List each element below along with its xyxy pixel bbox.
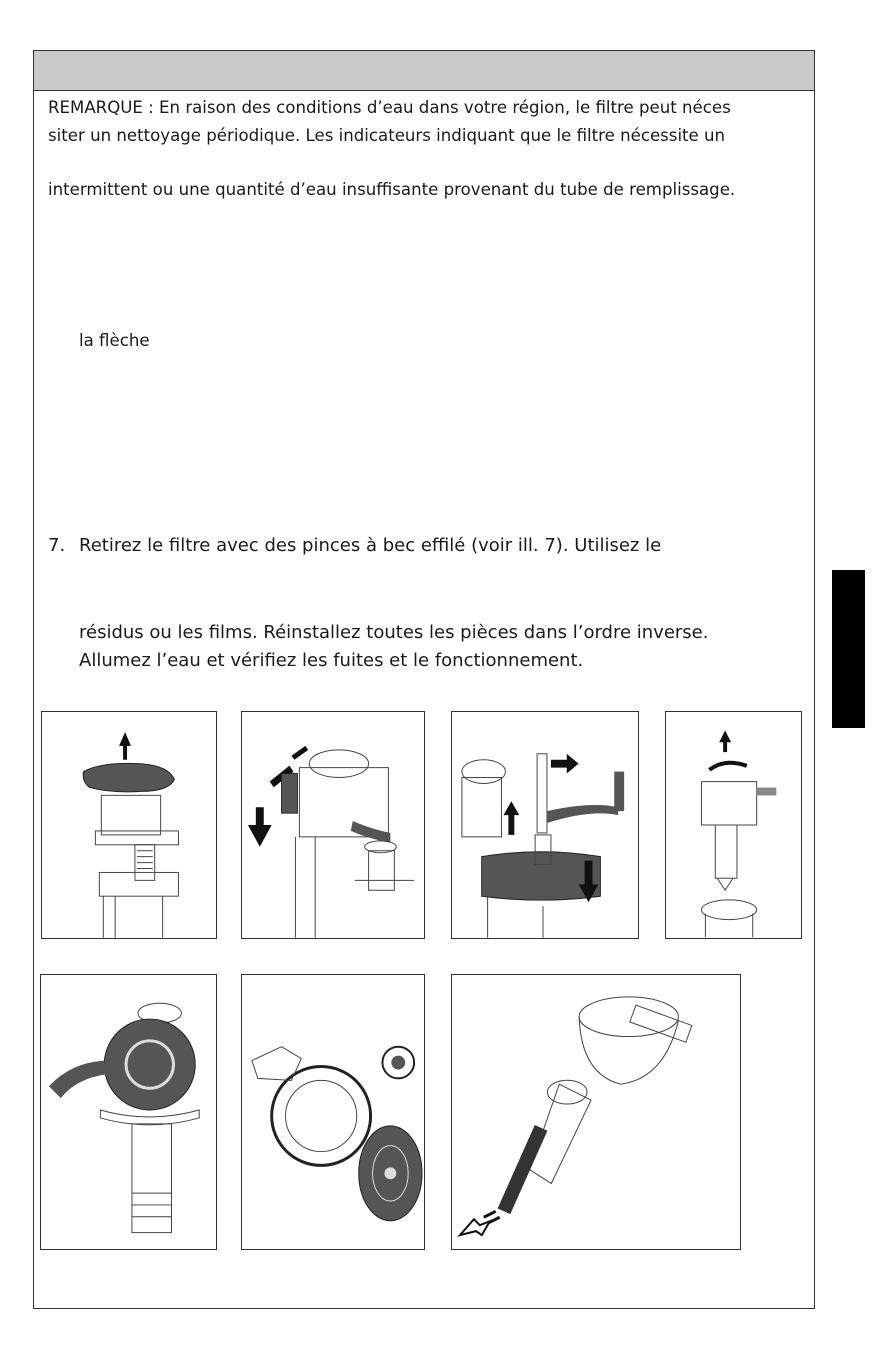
note-line-1: REMARQUE : En raison des conditions d’eau dans votre région, le filtre peut néces <box>48 98 731 117</box>
note-line-3: intermittent ou une quantité d’eau insuffisante provenant du tube de remplissage. <box>48 180 736 199</box>
step-7-line-2: résidus ou les films. Réinstallez toutes les pièces dans l’ordre inverse. <box>79 622 709 643</box>
figure-3-float-cup <box>451 711 639 939</box>
arrow-fragment-text: la flèche <box>79 331 150 350</box>
figure-7-filter-removal <box>451 974 741 1250</box>
figure-2-remove-clip <box>241 711 425 939</box>
figure-1-remove-cap <box>41 711 217 939</box>
filter-removal-illustration <box>452 975 740 1249</box>
seal-parts-illustration <box>242 975 424 1249</box>
clip-removal-illustration <box>242 712 424 938</box>
head-assembly-illustration <box>41 975 216 1249</box>
step-7-line-1: Retirez le filtre avec des pinces à bec effilé (voir ill. 7). Utilisez le <box>79 535 662 556</box>
step-7-number: 7. <box>48 535 66 556</box>
step-7-line-3: Allumez l’eau et vérifiez les fuites et le fonctionnement. <box>79 650 584 671</box>
figure-6-seal-parts <box>241 974 425 1250</box>
valve-head-rotation-illustration <box>666 712 801 938</box>
section-header-bar <box>33 50 815 91</box>
figure-4-rotate-head <box>665 711 802 939</box>
float-cup-illustration <box>452 712 638 938</box>
fill-valve-cap-illustration <box>42 712 216 938</box>
language-side-tab <box>832 570 865 728</box>
figure-5-head-assembly <box>40 974 217 1250</box>
note-line-2: siter un nettoyage périodique. Les indicateurs indiquant que le filtre nécessite un <box>48 126 726 145</box>
